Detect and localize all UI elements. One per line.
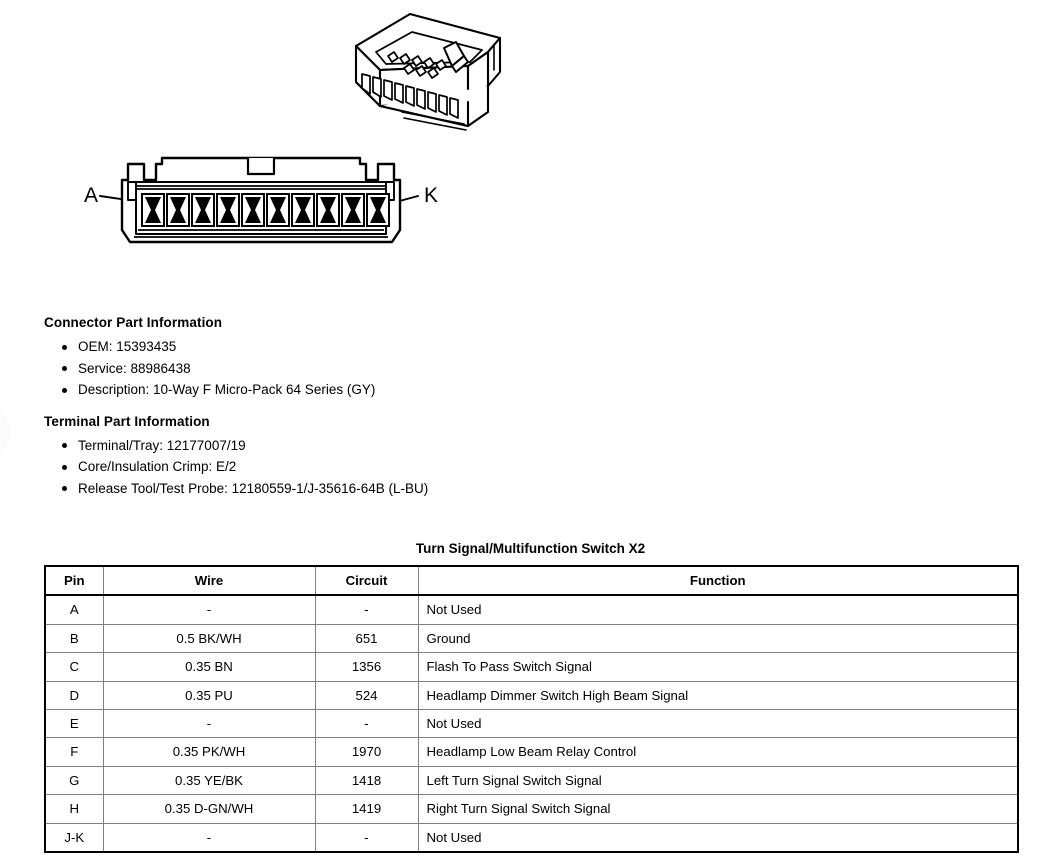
column-header-circuit: Circuit (315, 566, 418, 595)
table-row (45, 710, 1018, 738)
cell-circuit: - (315, 595, 418, 624)
column-header-pin: Pin (45, 566, 103, 595)
bullet-icon (62, 366, 67, 371)
list-item-text: OEM: 15393435 (78, 339, 177, 354)
connector-front-face-view (70, 152, 460, 252)
cell-wire: 0.5 BK/WH (103, 624, 315, 652)
cell-pin: D (45, 681, 103, 709)
list-item-text: Terminal/Tray: 12177007/19 (78, 437, 246, 453)
connector-illustration-group (0, 0, 1052, 300)
pin-k-label: K (424, 184, 439, 207)
cell-wire: 0.35 PU (103, 681, 315, 709)
cell-circuit: - (315, 710, 418, 738)
cell-wire: 0.35 BN (103, 653, 315, 681)
bullet-icon (62, 443, 67, 448)
table-row (45, 595, 1018, 624)
connector-part-information-heading: Connector Part Information (44, 315, 223, 330)
connector-part-information-list (44, 336, 664, 401)
cell-function: Ground (418, 624, 1018, 652)
list-item-text: Release Tool/Test Probe: 12180559-1/J-35616-64B (L-BU) (78, 480, 429, 496)
cell-pin: J-K (45, 823, 103, 852)
pinout-title: Turn Signal/Multifunction Switch X2 (415, 541, 646, 556)
list-item (62, 358, 664, 380)
cell-function: Flash To Pass Switch Signal (418, 653, 1018, 681)
column-header-wire: Wire (103, 566, 315, 595)
cell-pin: E (45, 710, 103, 738)
table-row (45, 738, 1018, 766)
cell-function: Headlamp Low Beam Relay Control (418, 738, 1018, 766)
cell-pin: F (45, 738, 103, 766)
cell-pin: G (45, 766, 103, 794)
cell-wire: 0.35 YE/BK (103, 766, 315, 794)
cell-pin: A (45, 595, 103, 624)
part-information-block (44, 314, 664, 499)
cell-wire: - (103, 823, 315, 852)
cell-pin: H (45, 795, 103, 823)
pinout-table-body (45, 595, 1018, 852)
table-row (45, 766, 1018, 794)
cell-wire: - (103, 595, 315, 624)
column-header-function: Function (418, 566, 1018, 595)
pin-a-label: A (84, 184, 99, 207)
cell-function: Headlamp Dimmer Switch High Beam Signal (418, 681, 1018, 709)
table-header-row (45, 566, 1018, 595)
cell-function: Not Used (418, 823, 1018, 852)
connector-isometric-view (318, 8, 528, 140)
table-row (45, 795, 1018, 823)
cell-circuit: 524 (315, 681, 418, 709)
cell-circuit: 1418 (315, 766, 418, 794)
table-row (45, 653, 1018, 681)
table-row (45, 823, 1018, 852)
scan-edge-artifact (0, 414, 10, 450)
cell-function: Not Used (418, 710, 1018, 738)
bullet-icon (62, 465, 67, 470)
terminal-part-information-heading: Terminal Part Information (44, 413, 210, 429)
bullet-icon (62, 345, 67, 350)
cell-function: Left Turn Signal Switch Signal (418, 766, 1018, 794)
cell-wire: 0.35 PK/WH (103, 738, 315, 766)
list-item (62, 435, 664, 457)
list-item-text: Core/Insulation Crimp: E/2 (78, 459, 237, 474)
cell-circuit: 651 (315, 624, 418, 652)
cell-wire: 0.35 D-GN/WH (103, 795, 315, 823)
pinout-table (44, 565, 1019, 853)
table-row (45, 624, 1018, 652)
list-item-text: Service: 88986438 (78, 360, 191, 376)
cell-circuit: - (315, 823, 418, 852)
list-item (62, 379, 664, 401)
pinout-section (44, 540, 1017, 853)
list-item (62, 336, 664, 358)
list-item (62, 478, 664, 500)
bullet-icon (62, 388, 67, 393)
cell-wire: - (103, 710, 315, 738)
cell-circuit: 1419 (315, 795, 418, 823)
cell-pin: B (45, 624, 103, 652)
list-item (62, 456, 664, 478)
table-row (45, 681, 1018, 709)
cell-function: Right Turn Signal Switch Signal (418, 795, 1018, 823)
cell-circuit: 1970 (315, 738, 418, 766)
terminal-part-information-list (44, 435, 664, 500)
list-item-text: Description: 10-Way F Micro-Pack 64 Series (GY) (78, 382, 376, 397)
bullet-icon (62, 486, 67, 491)
cell-function: Not Used (418, 595, 1018, 624)
cell-pin: C (45, 653, 103, 681)
cell-circuit: 1356 (315, 653, 418, 681)
